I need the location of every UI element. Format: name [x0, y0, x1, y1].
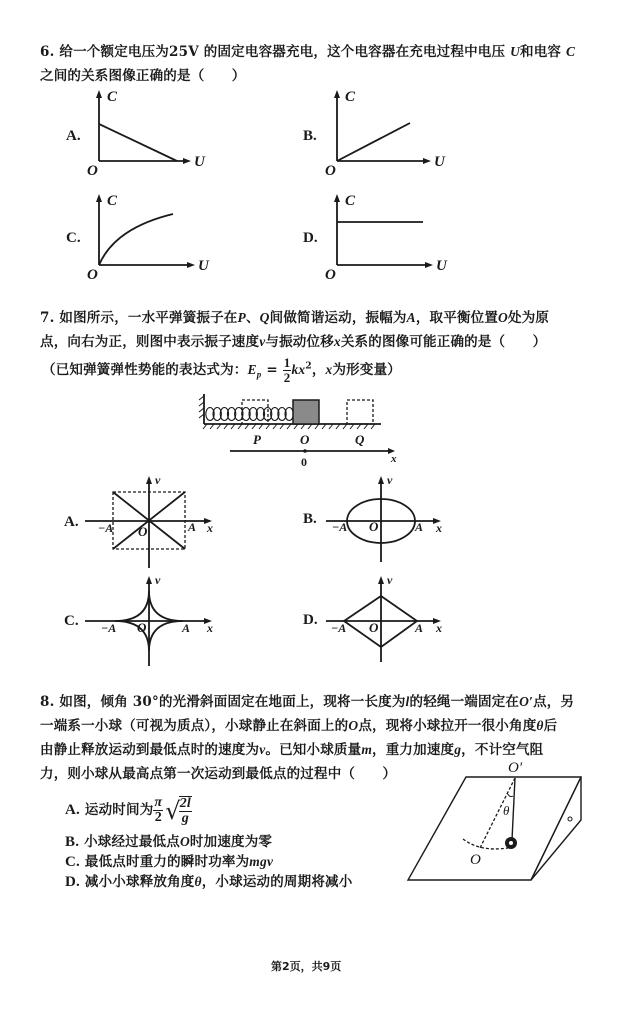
neg-a-label: −A [332, 520, 348, 534]
q8-incline-figure [400, 760, 619, 900]
q8-option-a[interactable] [65, 790, 192, 831]
q7-graph-c [85, 574, 225, 674]
q8-option-c-var: mgv [249, 854, 274, 869]
q7-hint-sup: 2 [305, 361, 312, 372]
oscillator-block [293, 400, 319, 424]
frac-num: 2l [179, 795, 192, 811]
q8-text: 如图，倾角 30°的光滑斜面固定在地面上，现将一长度为 [59, 694, 406, 710]
neg-a-label: −A [331, 621, 347, 635]
side-mark [568, 817, 572, 821]
y-arrow-icon [334, 194, 340, 202]
x-label: x [207, 521, 213, 535]
q8-number: 8. [40, 694, 55, 710]
q7-hint-eq: = [261, 362, 278, 378]
q8-option-b-text: 小球经过最低点 [84, 834, 180, 850]
y-arrow-icon [378, 476, 384, 484]
page-footer: 第2页，共9页 [271, 960, 342, 973]
q6-option-d-label[interactable]: D. [303, 230, 318, 246]
q7-text: 处为原 [508, 310, 550, 326]
q7-option-a-label[interactable]: A. [64, 514, 79, 530]
x-label: x [436, 621, 442, 635]
q8-option-c-text: 最低点时重力的瞬时功率为 [84, 854, 250, 870]
q8-option-a-fraction [153, 796, 163, 825]
string [512, 778, 515, 840]
q8-var-O: O [348, 718, 359, 733]
q8-option-d-text: ，小球运动的周期将减小 [201, 874, 353, 890]
q7-var-A: A [406, 310, 416, 325]
q8-option-b-label: B. [65, 834, 80, 850]
x-label: U [194, 154, 205, 170]
q7-graph-b [326, 474, 456, 574]
q7-var-O: O [498, 310, 508, 325]
q8-option-b-var: O [179, 834, 190, 849]
q8-stem-line2 [40, 714, 557, 738]
q8-var-O-prime: O′ [519, 694, 534, 709]
y-label: C [345, 193, 356, 209]
q8-option-d-var: θ [194, 874, 202, 889]
q7-hint-x: x [325, 362, 333, 377]
q8-stem-line4: 力，则小球从最高点第一次运动到最低点的过程中（ ） [40, 766, 397, 782]
y-label: C [345, 89, 356, 105]
frac-den: 2 [154, 810, 162, 825]
q7-hint-text: （已知弹簧弹性势能的表达式为： [42, 362, 248, 378]
graph-line [99, 124, 177, 161]
origin-dot [303, 449, 307, 453]
v-label: v [155, 473, 161, 487]
q8-var-theta: θ [536, 718, 544, 733]
q6-graph-a [85, 90, 205, 180]
q8-text: 的轻绳一端固定在 [409, 694, 520, 710]
q8-option-d[interactable] [65, 870, 352, 894]
q6-stem-line1 [40, 40, 575, 64]
q6-option-c-label[interactable]: C. [66, 230, 81, 246]
q8-option-d-text: 减小小球释放角度 [84, 874, 195, 890]
q7-hint-text: ， [311, 362, 326, 378]
q8-text: 。已知小球质量 [265, 742, 362, 758]
a-label: A [415, 520, 424, 534]
swing-arc [463, 839, 508, 849]
q7-stem-line2 [40, 330, 546, 354]
y-label: C [107, 89, 118, 105]
q8-stem-line1 [40, 690, 574, 714]
q7-graph-a [85, 474, 225, 574]
v-label: v [155, 573, 161, 587]
q7-text: 关系的图像可能正确的是（ ） [340, 334, 547, 350]
q7-var-Q: Q [259, 310, 270, 325]
q8-text: 点，另 [533, 694, 575, 710]
a-label: A [182, 621, 191, 635]
q7-text: 间做简谐运动，振幅为 [269, 310, 407, 326]
q7-stem-line1 [40, 306, 549, 330]
q7-var-x: x [333, 334, 341, 349]
q6-mid: 和电容 [520, 44, 562, 60]
label-theta: θ [503, 803, 510, 818]
q7-text: 、 [245, 310, 260, 326]
q7-hint-text: 为形变量） [332, 362, 401, 378]
origin-label: O [369, 519, 379, 534]
label-o: O [470, 852, 481, 868]
ball-highlight [509, 841, 513, 845]
q8-option-a-sqrt-fraction [179, 796, 192, 826]
origin-label: O [87, 267, 98, 283]
origin-label: O [137, 620, 147, 635]
x-label: x [207, 621, 213, 635]
q8-text: 一端系一小球（可视为质点），小球静止在斜面上的 [40, 718, 349, 734]
neg-a-label: −A [101, 621, 117, 635]
spring [206, 408, 294, 421]
q8-var-g: g [454, 742, 462, 757]
a-label: A [188, 520, 197, 534]
label-o-prime: O′ [508, 760, 523, 776]
q8-var-v: v [259, 742, 266, 757]
q7-option-b-label[interactable]: B. [303, 511, 317, 527]
q7-text: 如图所示，一水平弹簧振子在 [59, 310, 238, 326]
angle-arc [507, 793, 513, 797]
label-x: x [391, 453, 397, 465]
q7-text: ，取平衡位置 [415, 310, 499, 326]
q7-hint-Ep: E [247, 362, 257, 377]
x-arrow-icon [187, 262, 195, 268]
position-q-block [347, 400, 373, 424]
x-label: U [434, 154, 445, 170]
q8-text: 后 [543, 718, 558, 734]
q8-option-a-text: 运动时间为 [84, 802, 154, 818]
q7-var-v: v [259, 334, 266, 349]
a-label: A [415, 621, 424, 635]
q6-graph-d [323, 192, 453, 282]
q6-option-a-label[interactable]: A. [66, 128, 81, 144]
q7-var-P: P [237, 310, 246, 325]
q7-option-d-label[interactable]: D. [303, 612, 318, 628]
y-label: C [107, 193, 118, 209]
x-label: U [198, 258, 209, 274]
y-arrow-icon [334, 90, 340, 98]
v-label: v [387, 473, 393, 487]
q7-spring-figure [195, 390, 445, 470]
y-arrow-icon [146, 576, 152, 584]
graph-line [337, 123, 410, 161]
q8-text: ，不计空气阻 [461, 742, 544, 758]
q6-var-U: U [510, 44, 521, 59]
origin-label: O [325, 267, 336, 283]
x-label: U [436, 258, 447, 274]
label-P: P [253, 432, 261, 447]
q7-option-c-label[interactable]: C. [64, 613, 79, 629]
y-arrow-icon [378, 576, 384, 584]
v-label: v [387, 573, 393, 587]
q6-graph-b [323, 90, 453, 180]
x-arrow-icon [423, 158, 431, 164]
frac-num: 1 [283, 355, 291, 370]
origin-label: O [369, 620, 379, 635]
q8-option-b-text: 时加速度为零 [189, 834, 273, 850]
q8-stem-line3 [40, 738, 543, 762]
q7-hint-sub: p [256, 369, 262, 380]
q8-option-a-label: A. [65, 802, 80, 818]
label-O: O [300, 432, 310, 447]
origin-label: O [138, 524, 148, 539]
graph-curve [99, 214, 173, 265]
q7-number: 7. [40, 310, 55, 326]
x-arrow-icon [425, 262, 433, 268]
q8-text: ，重力加速度 [372, 742, 455, 758]
origin-label: O [325, 163, 336, 179]
frac-num: π [154, 795, 163, 810]
y-arrow-icon [146, 476, 152, 484]
q6-stem-line2: 之间的关系图像正确的是（ ） [40, 68, 246, 84]
q6-text-1: 给一个额定电压为25V 的固定电容器充电，这个电容器在充电过程中电压 [59, 44, 506, 60]
sqrt-icon: √ [165, 796, 181, 825]
y-arrow-icon [96, 194, 102, 202]
q6-number: 6. [40, 44, 55, 60]
x-label: x [436, 521, 442, 535]
incline-surface [408, 777, 581, 880]
label-Q: Q [355, 432, 365, 447]
q6-option-b-label[interactable]: B. [303, 128, 317, 144]
label-zero: 0 [301, 455, 307, 469]
q8-text: 由静止释放运动到最低点时的速度为 [40, 742, 260, 758]
q8-text: 点，现将小球拉开一很小角度 [358, 718, 537, 734]
q7-graph-d [326, 574, 456, 674]
incline-side [531, 777, 581, 880]
q8-var-m: m [361, 742, 373, 757]
q8-option-d-label: D. [65, 874, 80, 890]
q7-text: 点，向右为正，则图中表示振子速度 [40, 334, 260, 350]
q6-var-C: C [566, 44, 576, 59]
y-arrow-icon [96, 90, 102, 98]
q7-hint [42, 356, 401, 385]
frac-den: g [181, 810, 189, 826]
neg-a-label: −A [98, 521, 114, 535]
origin-label: O [87, 163, 98, 179]
q6-graph-c [85, 192, 215, 282]
x-arrow-icon [183, 158, 191, 164]
frac-den: 2 [283, 370, 291, 385]
q7-hint-kx: kx [291, 362, 306, 377]
q7-text: 与振动位移 [265, 334, 334, 350]
q8-option-c-label: C. [65, 854, 80, 870]
q8-var-l: l [405, 694, 410, 709]
